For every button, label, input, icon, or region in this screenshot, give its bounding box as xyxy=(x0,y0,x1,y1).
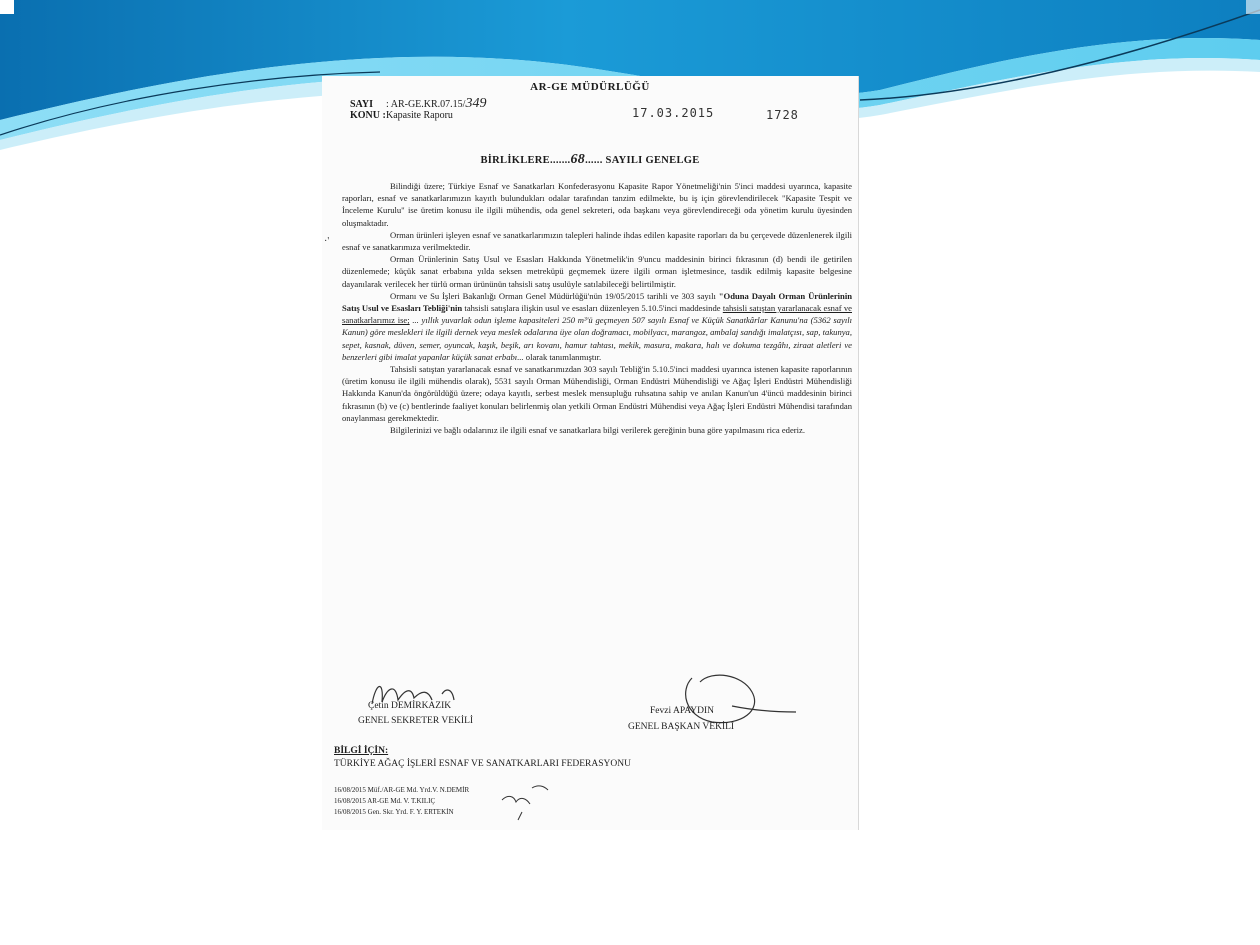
paragraph-3: Orman Ürünlerinin Satış Usul ve Esasları Hakkında Yönetmelik'in 9'uncu maddesinin birinci fıkrasının (d) bendi ile getirilen düzenlemede; küçük sanat erbabına yılda seksen metreküpü geçmemek üzere ilgili orman işletmesince, tasdik edilmiş kapasite belgesine dayanılarak verilecek her türlü orman ürününün tahsisli satış usulüyle satılabileceği belirtilmiştir. xyxy=(342,254,852,289)
footer-line-1: 16/08/2015 Müf./AR-GE Md. Yrd.V. N.DEMİR xyxy=(334,786,470,794)
paragraph-5: Tahsisli satıştan yararlanacak esnaf ve sanatkarımızdan 303 sayılı Tebliğ'in 5.10.5'inci maddesi uyarınca istenen kapasite raporlarının (üretim konusu ile ilgili mühendis olarak), 5531 sayılı Orman Mühendisliği, Orman Endüstri Mühendisliği ve Ağaç İşleri Endüstri Mühendisliği Hakkında Kanun'da öngörüldüğü üzere; odaya kayıtlı, serbest meslek mensupluğu ruhsatına sahip ve anılan Kanun'un 4'üncü maddesinin birinci fıkrasının (b) ve (c) bentlerinde faaliyet konuları belirlenmiş olan yetkili Orman Endüstri Mühendisi veya Ağaç İşleri Endüstri Mühendisi tarafından onaylanması gerekmektedir. xyxy=(342,364,852,423)
paragraph-2: Orman ürünleri işleyen esnaf ve sanatkarlarımızın talepleri halinde ihdas edilen kapasite raporları da bu çerçevede düzenlenerek ilgili esnaf ve sanatkarımıza verilmektedir. xyxy=(342,229,852,253)
konu-value: Kapasite Raporu xyxy=(386,110,453,121)
paragraph-4 xyxy=(342,290,852,363)
signature-left-title: GENEL SEKRETER VEKİLİ xyxy=(358,716,474,726)
genelge-title xyxy=(322,152,858,168)
bilgi-label: BİLGİ İÇİN: xyxy=(334,746,389,756)
paragraph-4-text-a: Ormanı ve Su İşleri Bakanlığı Orman Genel Müdürlüğü'nün 19/05/2015 tarihli ve 303 sayılı xyxy=(390,290,719,301)
sayi-handwritten: 349 xyxy=(465,96,487,111)
paragraph-4-text-b: tahsisli satışlara ilişkin usul ve esasları düzenleyen 5.10.5'inci maddesinde xyxy=(462,303,723,314)
paragraph-4-end: olarak tanımlanmıştır. xyxy=(523,351,602,362)
genelge-prefix: BİRLİKLERE....... xyxy=(480,155,571,166)
signature-right-title: GENEL BAŞKAN VEKİLİ xyxy=(628,722,735,732)
document-body xyxy=(342,180,852,436)
sayi-label: SAYI xyxy=(350,99,373,110)
stamp-number: 1728 xyxy=(766,108,799,122)
genelge-suffix: ...... SAYILI GENELGE xyxy=(585,155,700,166)
document-date: 17.03.2015 xyxy=(632,106,715,120)
document-header: AR-GE MÜDÜRLÜĞÜ xyxy=(530,81,650,93)
scan-mark: ·' xyxy=(324,236,330,247)
footer-line-2: 16/08/2015 AR-GE Md. V. T.KILIÇ xyxy=(334,797,436,805)
konu-label: KONU : xyxy=(350,110,386,121)
footer-initials-scribble xyxy=(492,782,552,822)
bilgi-value: TÜRKİYE AĞAÇ İŞLERİ ESNAF VE SANATKARLARI FEDERASYONU xyxy=(334,759,631,769)
signature-right-name: Fevzi APAYDIN xyxy=(650,706,714,716)
konu-line xyxy=(350,110,453,121)
signature-left-name: Çetin DEMİRKAZIK xyxy=(368,701,452,711)
paragraph-4-bold: "Oduna Dayalı Orman Ürünlerinin Satış Usul ve Esasları Tebliği'nin xyxy=(342,290,852,314)
sayi-value: : AR-GE.KR.07.15/ xyxy=(386,99,466,110)
paragraph-4-underline: tahsisli satıştan yararlanacak esnaf ve sanatkarlarımız ise; xyxy=(342,303,852,326)
paragraph-1: Bilindiği üzere; Türkiye Esnaf ve Sanatkarları Konfederasyonu Kapasite Rapor Yönetmeliği'nin 5'inci maddesi uyarınca, kapasite raporları, esnaf ve sanatkarlarımızın kayıtlı bulundukları odalar tarafından tanzim edilmekte, bu iş için görevlendirilecek "Kapasite Tespit ve İnceleme Kurulu" ise üretim konusu ile ilgili mühendis, oda genel sekreteri, oda başkanı veya görevlendireceği oda yönetim kurulu üyesinden oluşmaktadır. xyxy=(342,181,852,228)
paragraph-6: Bilgilerinizi ve bağlı odalarınız ile ilgili esnaf ve sanatkarlara bilgi verilerek gereğinin buna göre yapılmasını rica ederiz. xyxy=(390,425,805,436)
footer-line-3: 16/08/2015 Gen. Skr. Yrd. F. Y. ERTEKİN xyxy=(334,808,454,816)
scanned-document xyxy=(322,76,858,830)
genelge-number: 68 xyxy=(570,152,586,167)
paragraph-4-italic: ... yıllık yuvarlak odun işleme kapasiteleri 250 m³'ü geçmeyen 507 sayılı Esnaf ve Küçük Sanatkârlar Kanunu'na (5362 sayılı Kanun) göre meslekleri ile ilgili dernek veya meslek odalarına üye olan doğramacı, mobilyacı, marangoz, ambalaj sandığı imalatçısı, sap, takunya, sepet, kasnak, düven, semer, oyuncak, kaşık, beşik, arı kovanı, hamur tahtası, mekik, masura, makara, halı ve dokuma tezgâhı, ziraat aletleri ve benzerleri gibi imalat yapanlar küçük sanat erbabı... xyxy=(342,315,852,362)
